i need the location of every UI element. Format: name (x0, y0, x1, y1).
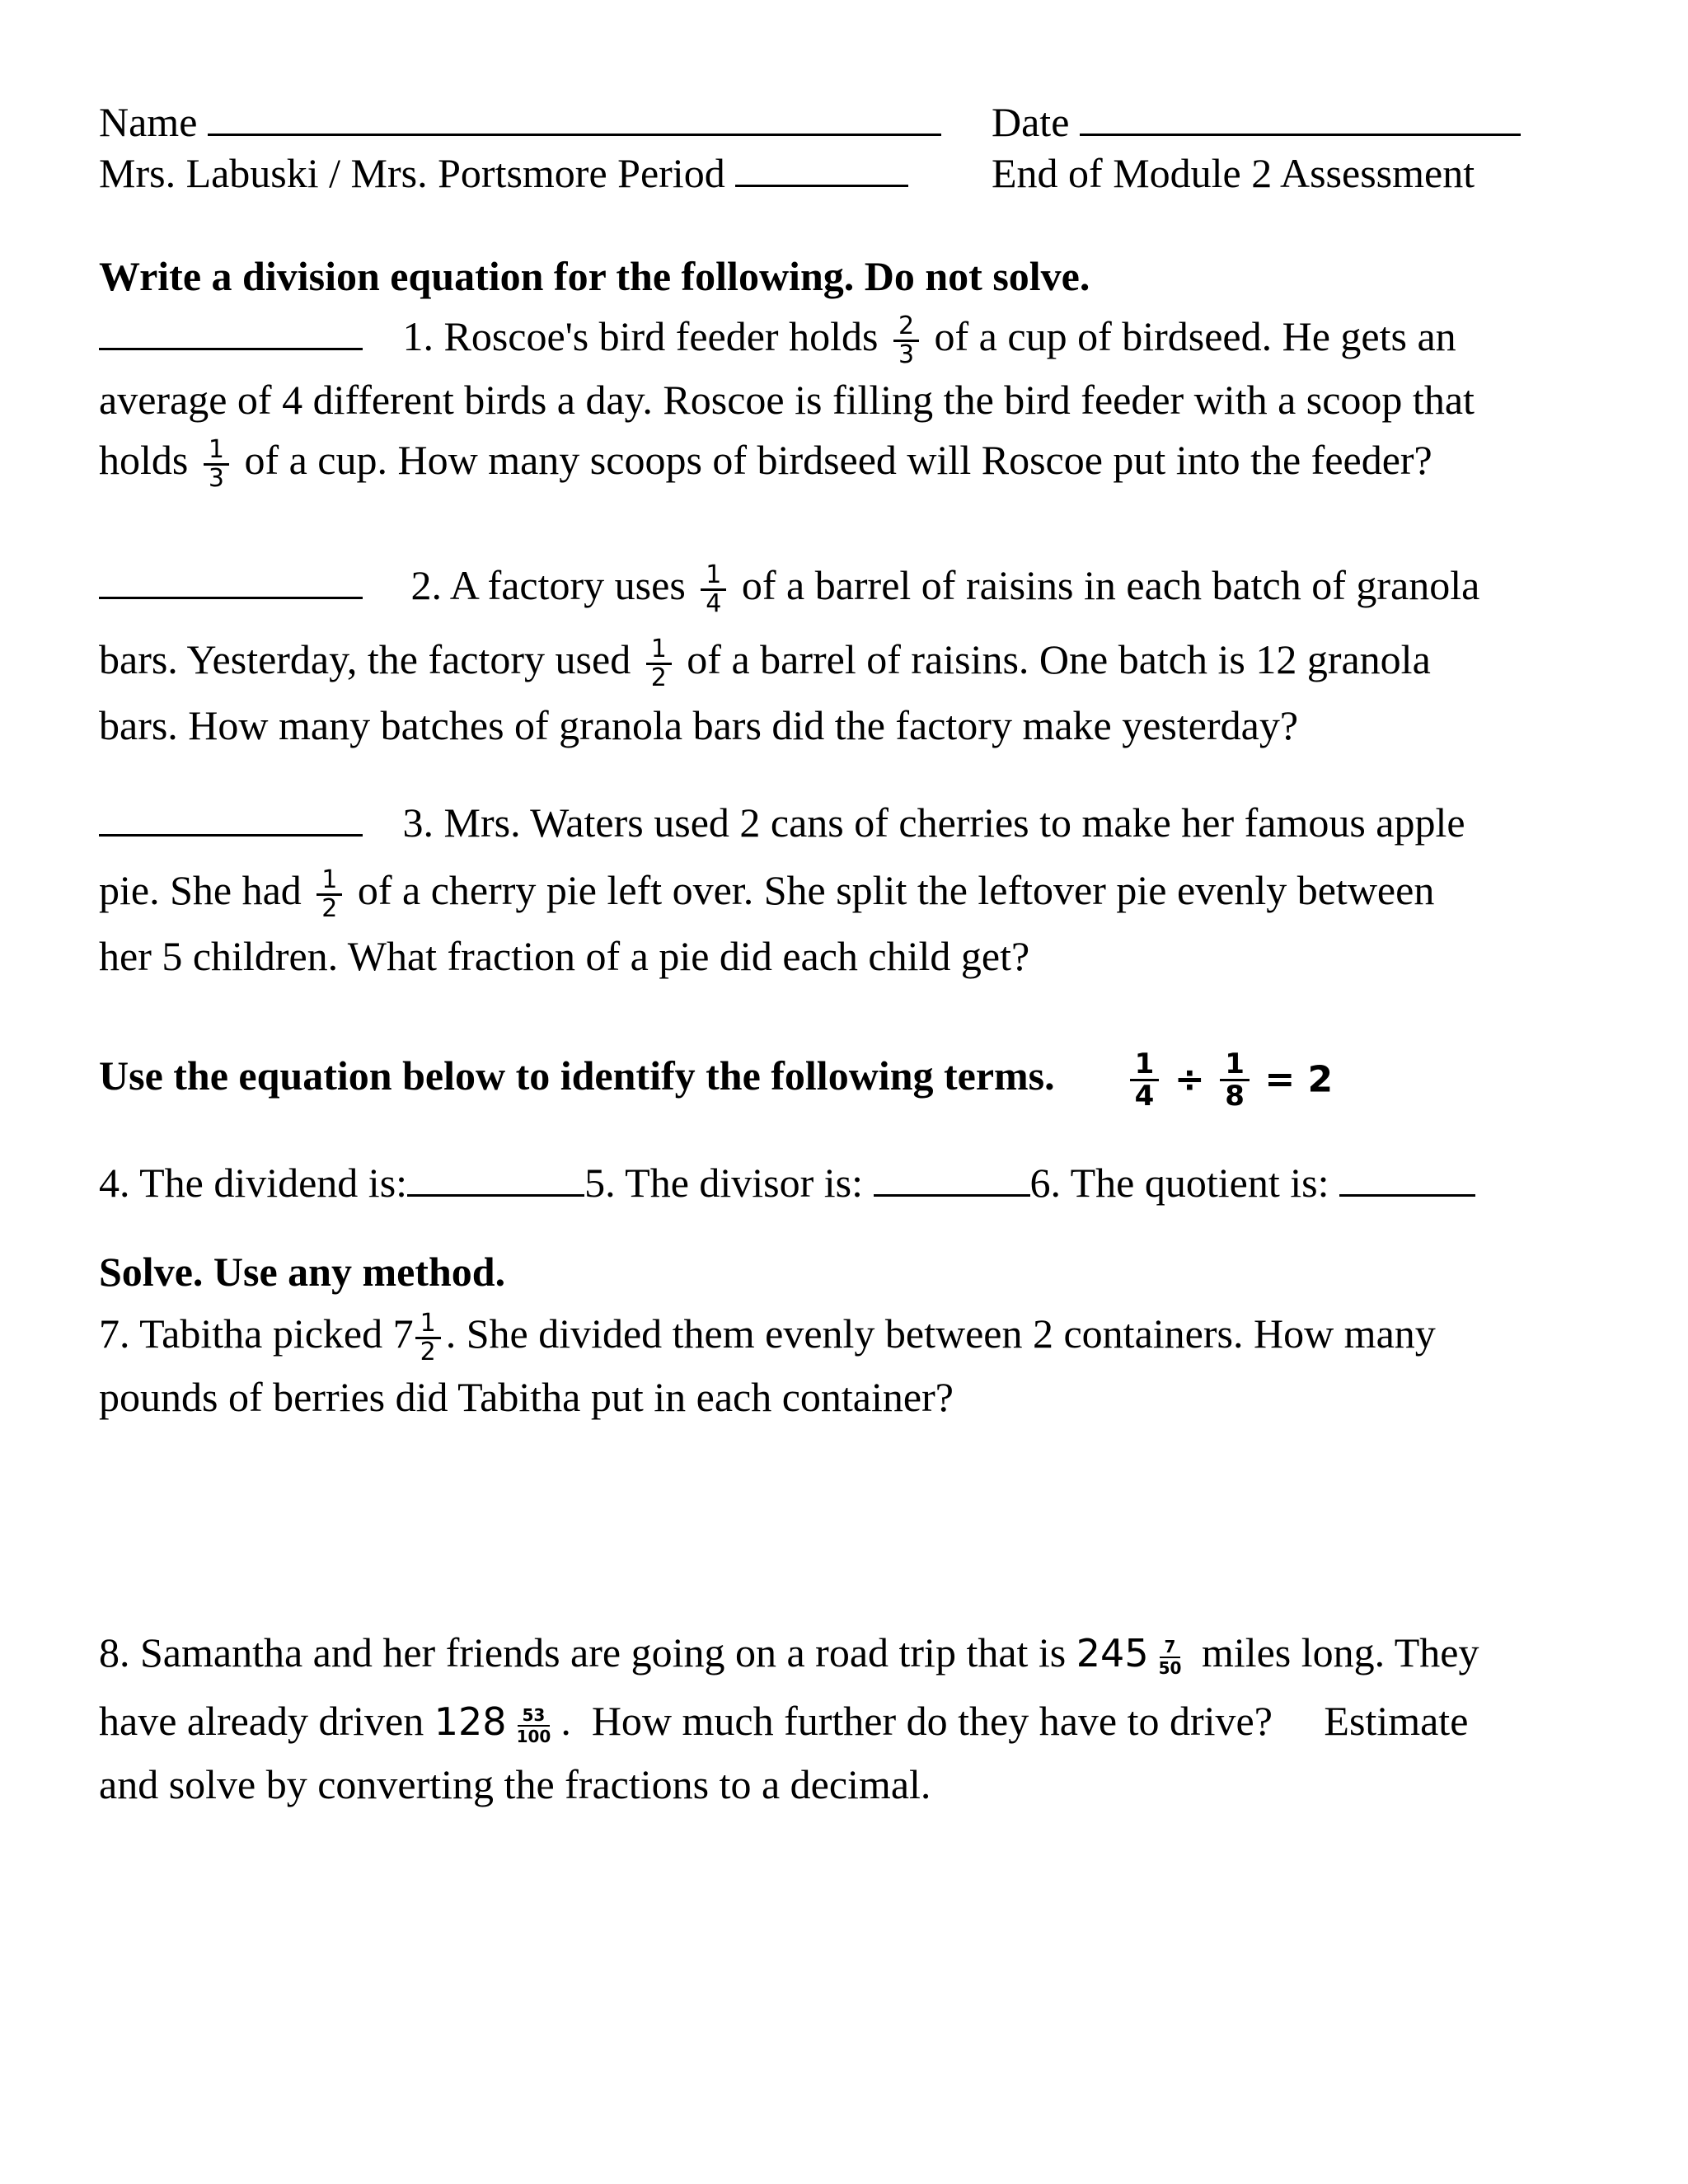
q8-frac1-num: 7 (1160, 1637, 1181, 1658)
q7-line2: pounds of berries did Tabitha put in each container? (99, 1374, 954, 1420)
eq-frac2-den: 8 (1225, 1080, 1245, 1113)
section2-heading: Use the equation below to identify the following terms. (99, 1052, 1055, 1099)
q7-frac-den: 2 (420, 1338, 436, 1367)
q5-divisor-label: 5. The divisor is: (584, 1160, 864, 1206)
q7-fraction (415, 1310, 441, 1366)
q8-whole-2: 128 (434, 1699, 507, 1744)
period-blank[interactable] (735, 152, 908, 187)
q8-text-b: miles long. They (1201, 1629, 1479, 1675)
terms-line (99, 1158, 1475, 1207)
q3-frac-num: 1 (316, 867, 342, 896)
q8-line2 (99, 1696, 1468, 1746)
q1-line3 (99, 435, 1432, 492)
q3-line3: her 5 children. What fraction of a pie did each child get? (99, 933, 1030, 979)
q2-fraction-1 (701, 562, 726, 617)
q1-text-b: of a cup of birdseed. He gets an (934, 313, 1456, 359)
q1-text-a: 1. Roscoe's bird feeder holds (402, 313, 879, 359)
q1-text-d: of a cup. How many scoops of birdseed will Roscoe put into the feeder? (244, 437, 1432, 483)
q1-answer-blank[interactable] (99, 315, 363, 350)
q3-frac-den: 2 (321, 894, 338, 924)
eq-frac2-num: 1 (1220, 1049, 1250, 1081)
equation-fraction-2 (1220, 1049, 1250, 1111)
q2-text-a: 2. A factory uses (410, 562, 686, 608)
q5-answer-blank[interactable] (874, 1161, 1030, 1197)
q1-frac2-num: 1 (204, 437, 229, 466)
q2-fraction-2 (646, 636, 672, 691)
q7-line1 (99, 1309, 1436, 1366)
q3-line1 (99, 798, 1465, 847)
q3-text-a: 3. Mrs. Waters used 2 cans of cherries to make her famous apple (402, 799, 1465, 846)
q1-frac1-den: 3 (898, 340, 915, 370)
name-blank[interactable] (208, 101, 941, 136)
section2-heading-line (99, 1049, 1333, 1111)
q2-frac1-den: 4 (706, 589, 722, 619)
q8-frac2-den: 100 (516, 1726, 551, 1746)
date-blank[interactable] (1080, 101, 1521, 136)
date-line (992, 97, 1521, 147)
q2-text-d: of a barrel of raisins. One batch is 12 granola (687, 636, 1431, 682)
q1-fraction-2 (204, 437, 229, 492)
division-sign: ÷ (1174, 1058, 1205, 1101)
q2-line1 (99, 560, 1479, 617)
q1-text-c: holds (99, 437, 189, 483)
q2-frac2-den: 2 (650, 663, 667, 693)
q2-text-c: bars. Yesterday, the factory used (99, 636, 631, 682)
q3-text-c: of a cherry pie left over. She split the leftover pie evenly between (357, 867, 1435, 913)
q2-answer-blank[interactable] (99, 564, 363, 599)
equation-fraction-1 (1130, 1049, 1160, 1111)
name-label: Name (99, 99, 198, 145)
eq-frac1-den: 4 (1134, 1080, 1155, 1113)
q8-line1 (99, 1628, 1479, 1678)
q4-dividend-label: 4. The dividend is: (99, 1160, 408, 1206)
q8-text-d: . How much further do they have to drive? Estimate (560, 1698, 1469, 1744)
q7-text-a: 7. Tabitha picked 7 (99, 1310, 414, 1357)
q1-frac2-den: 3 (208, 464, 224, 494)
q7-frac-num: 1 (415, 1310, 441, 1339)
q6-quotient-label: 6. The quotient is: (1029, 1160, 1329, 1206)
teachers-period-label: Mrs. Labuski / Mrs. Portsmore Period (99, 150, 725, 196)
q2-frac1-num: 1 (701, 562, 726, 591)
q8-frac2-num: 53 (518, 1705, 551, 1727)
teacher-period-line (99, 148, 908, 198)
q8-fraction-2 (512, 1705, 556, 1746)
section1-heading: Write a division equation for the following. Do not solve. (99, 253, 1090, 299)
q2-line3: bars. How many batches of granola bars did the factory make yesterday? (99, 702, 1299, 748)
q8-line3: and solve by converting the fractions to a decimal. (99, 1761, 931, 1807)
q1-fraction-1 (893, 313, 919, 368)
q8-frac1-den: 50 (1158, 1657, 1182, 1678)
q8-text-a: 8. Samantha and her friends are going on a road trip that is (99, 1629, 1067, 1675)
date-label: Date (992, 99, 1070, 145)
q6-answer-blank[interactable] (1339, 1161, 1475, 1197)
eq-frac1-num: 1 (1130, 1049, 1160, 1081)
q4-answer-blank[interactable] (407, 1161, 584, 1197)
q8-text-c: have already driven (99, 1698, 424, 1744)
q1-frac1-num: 2 (893, 313, 919, 342)
assessment-title: End of Module 2 Assessment (992, 150, 1475, 196)
q8-fraction-1 (1154, 1637, 1187, 1678)
q2-line2 (99, 635, 1431, 691)
q8-whole-1: 245 (1076, 1631, 1149, 1675)
section3-heading: Solve. Use any method. (99, 1249, 506, 1295)
q3-text-b: pie. She had (99, 867, 302, 913)
q3-fraction (316, 867, 342, 922)
equation-result: = 2 (1264, 1058, 1334, 1101)
q2-text-b: of a barrel of raisins in each batch of granola (741, 562, 1480, 608)
q3-answer-blank[interactable] (99, 801, 363, 837)
q2-frac2-num: 1 (646, 636, 672, 665)
q1-line2: average of 4 different birds a day. Roscoe is filling the bird feeder with a scoop that (99, 377, 1475, 423)
q3-line2 (99, 865, 1434, 922)
q1-line1 (99, 312, 1456, 368)
name-line (99, 97, 941, 147)
q7-text-b: . She divided them evenly between 2 containers. How many (445, 1310, 1436, 1357)
